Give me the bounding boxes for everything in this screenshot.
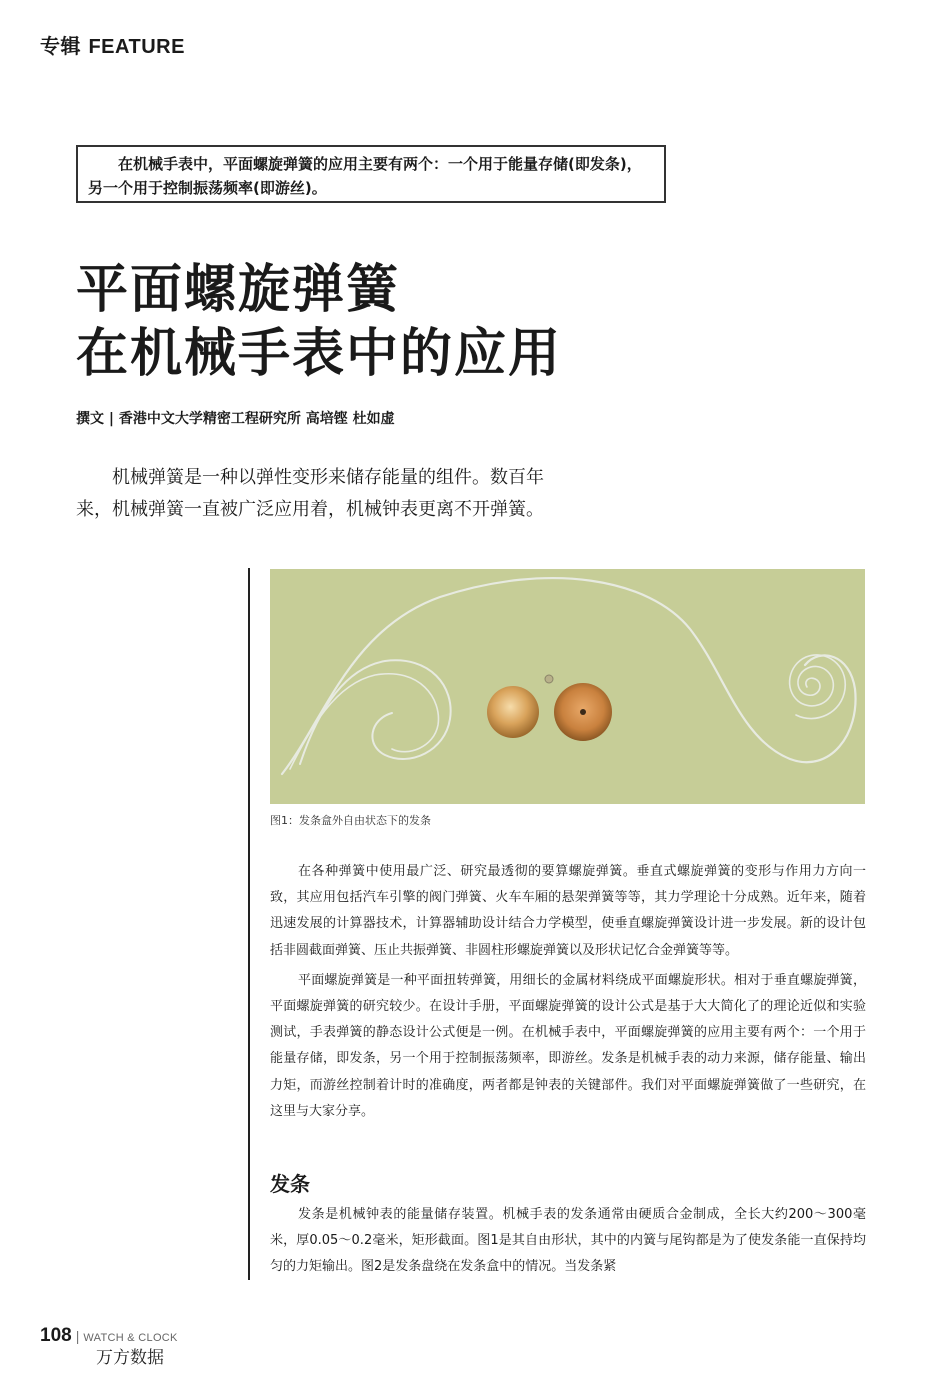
- byline: 撰文 | 香港中文大学精密工程研究所 高培铿 杜如虚: [76, 411, 395, 427]
- lead-paragraph: 机械弹簧是一种以弹性变形来储存能量的组件。数百年来，机械弹簧一直被广泛应用着，机械钟表更离不开弹簧。: [76, 467, 544, 520]
- column-divider: [248, 568, 250, 1280]
- section-tag: [40, 30, 185, 59]
- abstract-text: 在机械手表中，平面螺旋弹簧的应用主要有两个：一个用于能量存储(即发条)，另一个用于控制振荡频率(即游丝)。: [88, 155, 642, 197]
- abstract-box: [76, 145, 666, 203]
- barrel-arbor: [545, 675, 553, 683]
- figure-1-photo: [270, 569, 865, 804]
- title-line-2: 在机械手表中的应用: [76, 323, 563, 384]
- body-text-lower: [270, 1202, 866, 1285]
- body-paragraph-1: 在各种弹簧中使用最广泛、研究最透彻的要算螺旋弹簧。垂直式螺旋弹簧的变形与作用力方向一致，其应用包括汽车引擎的阀门弹簧、火车车厢的悬架弹簧等等，其力学理论十分成熟。近年来，随着迅速发展的计算器技术，计算器辅助设计结合力学模型，使垂直螺旋弹簧设计进一步发展。新的设计包括非圆截面弹簧、压止共振弹簧、非圆柱形螺旋弹簧以及形状记忆合金弹簧等等。: [270, 864, 866, 958]
- section-tag-cn: 专辑: [40, 34, 81, 58]
- footer-separator: |: [75, 1328, 80, 1344]
- body-paragraph-2: 平面螺旋弹簧是一种平面扭转弹簧，用细长的金属材料绕成平面螺旋形状。相对于垂直螺旋弹簧，平面螺旋弹簧的研究较少。在设计手册，平面螺旋弹簧的设计公式是基于大大简化了的理论近似和实验测试，手表弹簧的静态设计公式便是一例。在机械手表中，平面螺旋弹簧的应用主要有两个：一个用于能量存储，即发条，另一个用于控制振荡频率，即游丝。发条是机械手表的动力来源，储存能量、输出力矩，而游丝控制着计时的准确度，两者都是钟表的关键部件。我们对平面螺旋弹簧做了一些研究，在这里与大家分享。: [270, 972, 866, 1119]
- magazine-name: WATCH & CLOCK: [83, 1332, 178, 1344]
- section-tag-en: FEATURE: [88, 36, 185, 58]
- page-number: 108: [40, 1325, 72, 1346]
- figure-1-caption: 图1：发条盒外自由状态下的发条: [270, 814, 431, 827]
- body-text-upper: [270, 859, 866, 1129]
- subheading-mainspring: 发条: [270, 1172, 310, 1196]
- photo-background: [270, 569, 865, 804]
- article-title: [76, 258, 562, 386]
- barrel-cap-left: [487, 686, 539, 738]
- barrel-cap-right-hole: [580, 709, 586, 715]
- title-line-1: 平面螺旋弹簧: [76, 259, 401, 320]
- body-paragraph-3: 发条是机械钟表的能量储存装置。机械手表的发条通常由硬质合金制成，全长大约200～300毫米，厚0.05～0.2毫米，矩形截面。图1是其自由形状，其中的内簧与尾钩都是为了使发条能一直保持均匀的力矩输出。图2是发条盘绕在发条盒中的情况。当发条紧: [270, 1207, 866, 1275]
- watermark: 万方数据: [96, 1348, 164, 1368]
